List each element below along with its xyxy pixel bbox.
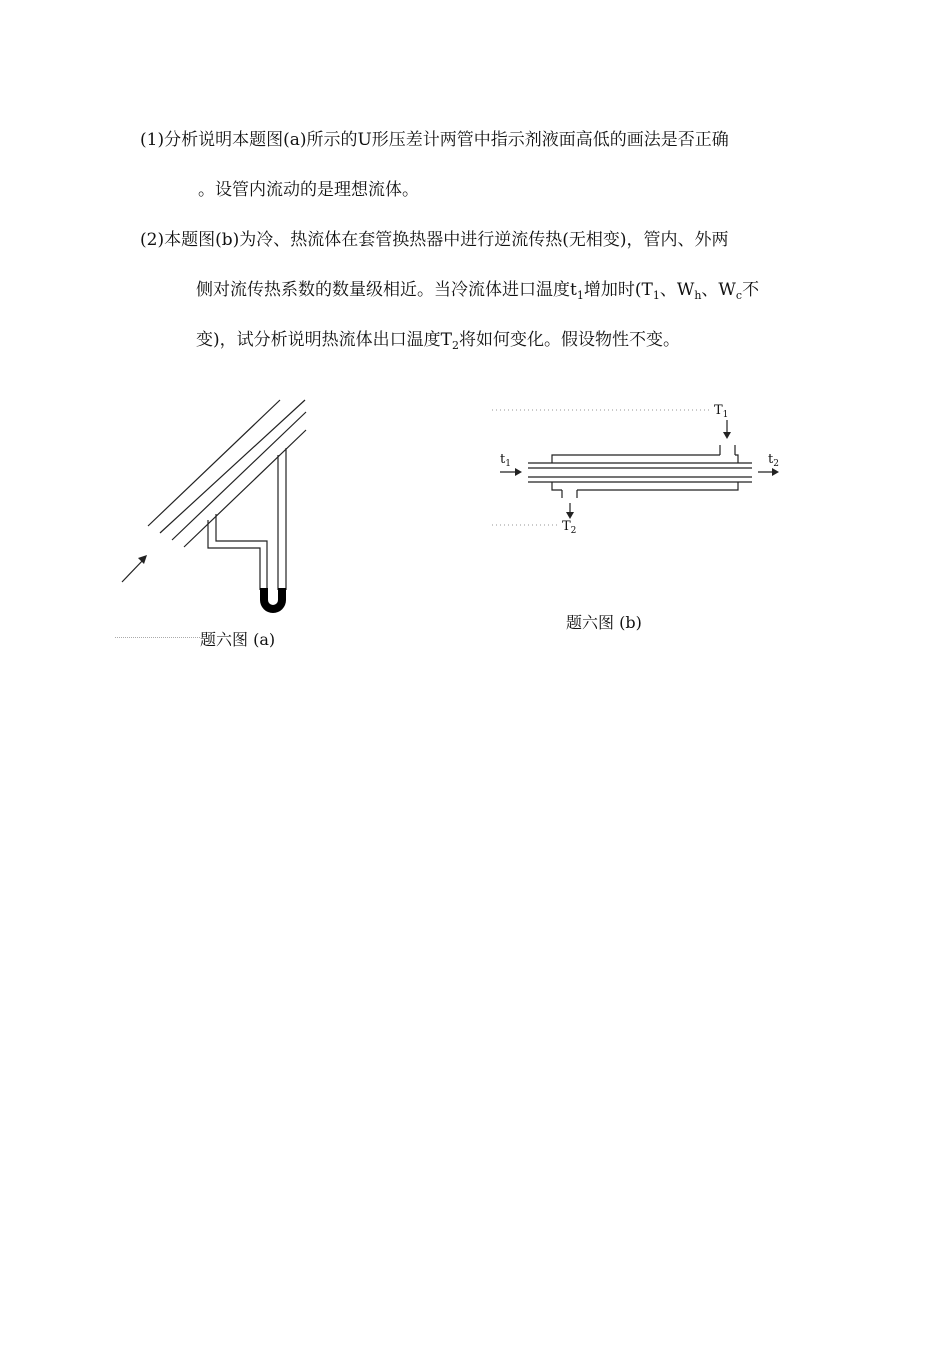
text-segment: 增加时(T: [583, 280, 653, 300]
subscript: 1: [576, 289, 584, 302]
manometer-left-inner: [216, 514, 267, 590]
text-segment: 变)，试分析说明热流体出口温度T: [196, 330, 452, 350]
flow-arrow-head: [138, 555, 147, 564]
shell-top-left: [552, 455, 720, 463]
text-segment: 、W: [659, 280, 695, 300]
label-t2: $t_2$: [768, 452, 779, 469]
dotted-leader: [115, 637, 200, 638]
pipe-wall-upper-3: [184, 430, 306, 547]
shell-bottom-left: [552, 482, 562, 490]
question-1-text: (1)分析说明本题图(a)所示的U形压差计两管中指示剂液面高低的画法是否正确: [140, 130, 729, 150]
shell-top-right: [735, 455, 738, 463]
subscript: 2: [451, 339, 459, 352]
subscript: 1: [652, 289, 660, 302]
figure-b-heat-exchanger-diagram: [480, 395, 810, 545]
label-t1: $t_1$: [500, 452, 511, 469]
subscript: h: [694, 289, 702, 302]
text-segment: 侧对流传热系数的数量级相近。当冷流体进口温度t: [196, 280, 577, 300]
question-2-text-cont: [196, 278, 759, 308]
T1-arrow-head: [723, 432, 731, 439]
label-T2: $T_2$: [562, 519, 577, 536]
pipe-wall-lower: [148, 400, 280, 526]
t2-arrow-head: [772, 468, 779, 476]
figure-a-caption: 题六图 (a): [200, 630, 276, 649]
text-segment: 将如何变化。假设物性不变。: [458, 330, 680, 350]
question-1-text-cont: 。设管内流动的是理想流体。: [198, 180, 419, 200]
figure-b-caption: 题六图 (b): [566, 613, 642, 632]
question-2-text: (2)本题图(b)为冷、热流体在套管换热器中进行逆流传热(无相变)，管内、外两: [140, 230, 729, 250]
text-segment: 不: [742, 280, 760, 300]
shell-bottom-right: [577, 482, 738, 490]
question-2-text-end: [196, 328, 680, 358]
text-segment: 、W: [701, 280, 736, 300]
flow-arrow-line: [122, 558, 145, 582]
pipe-wall-upper-1: [160, 400, 305, 533]
t1-arrow-head: [515, 468, 522, 476]
label-T1: $T_1$: [714, 403, 729, 420]
T2-arrow-head: [566, 512, 574, 519]
subscript: c: [735, 289, 743, 302]
figure-a-manometer-diagram: [100, 390, 320, 630]
indicator-fluid: [260, 588, 286, 613]
